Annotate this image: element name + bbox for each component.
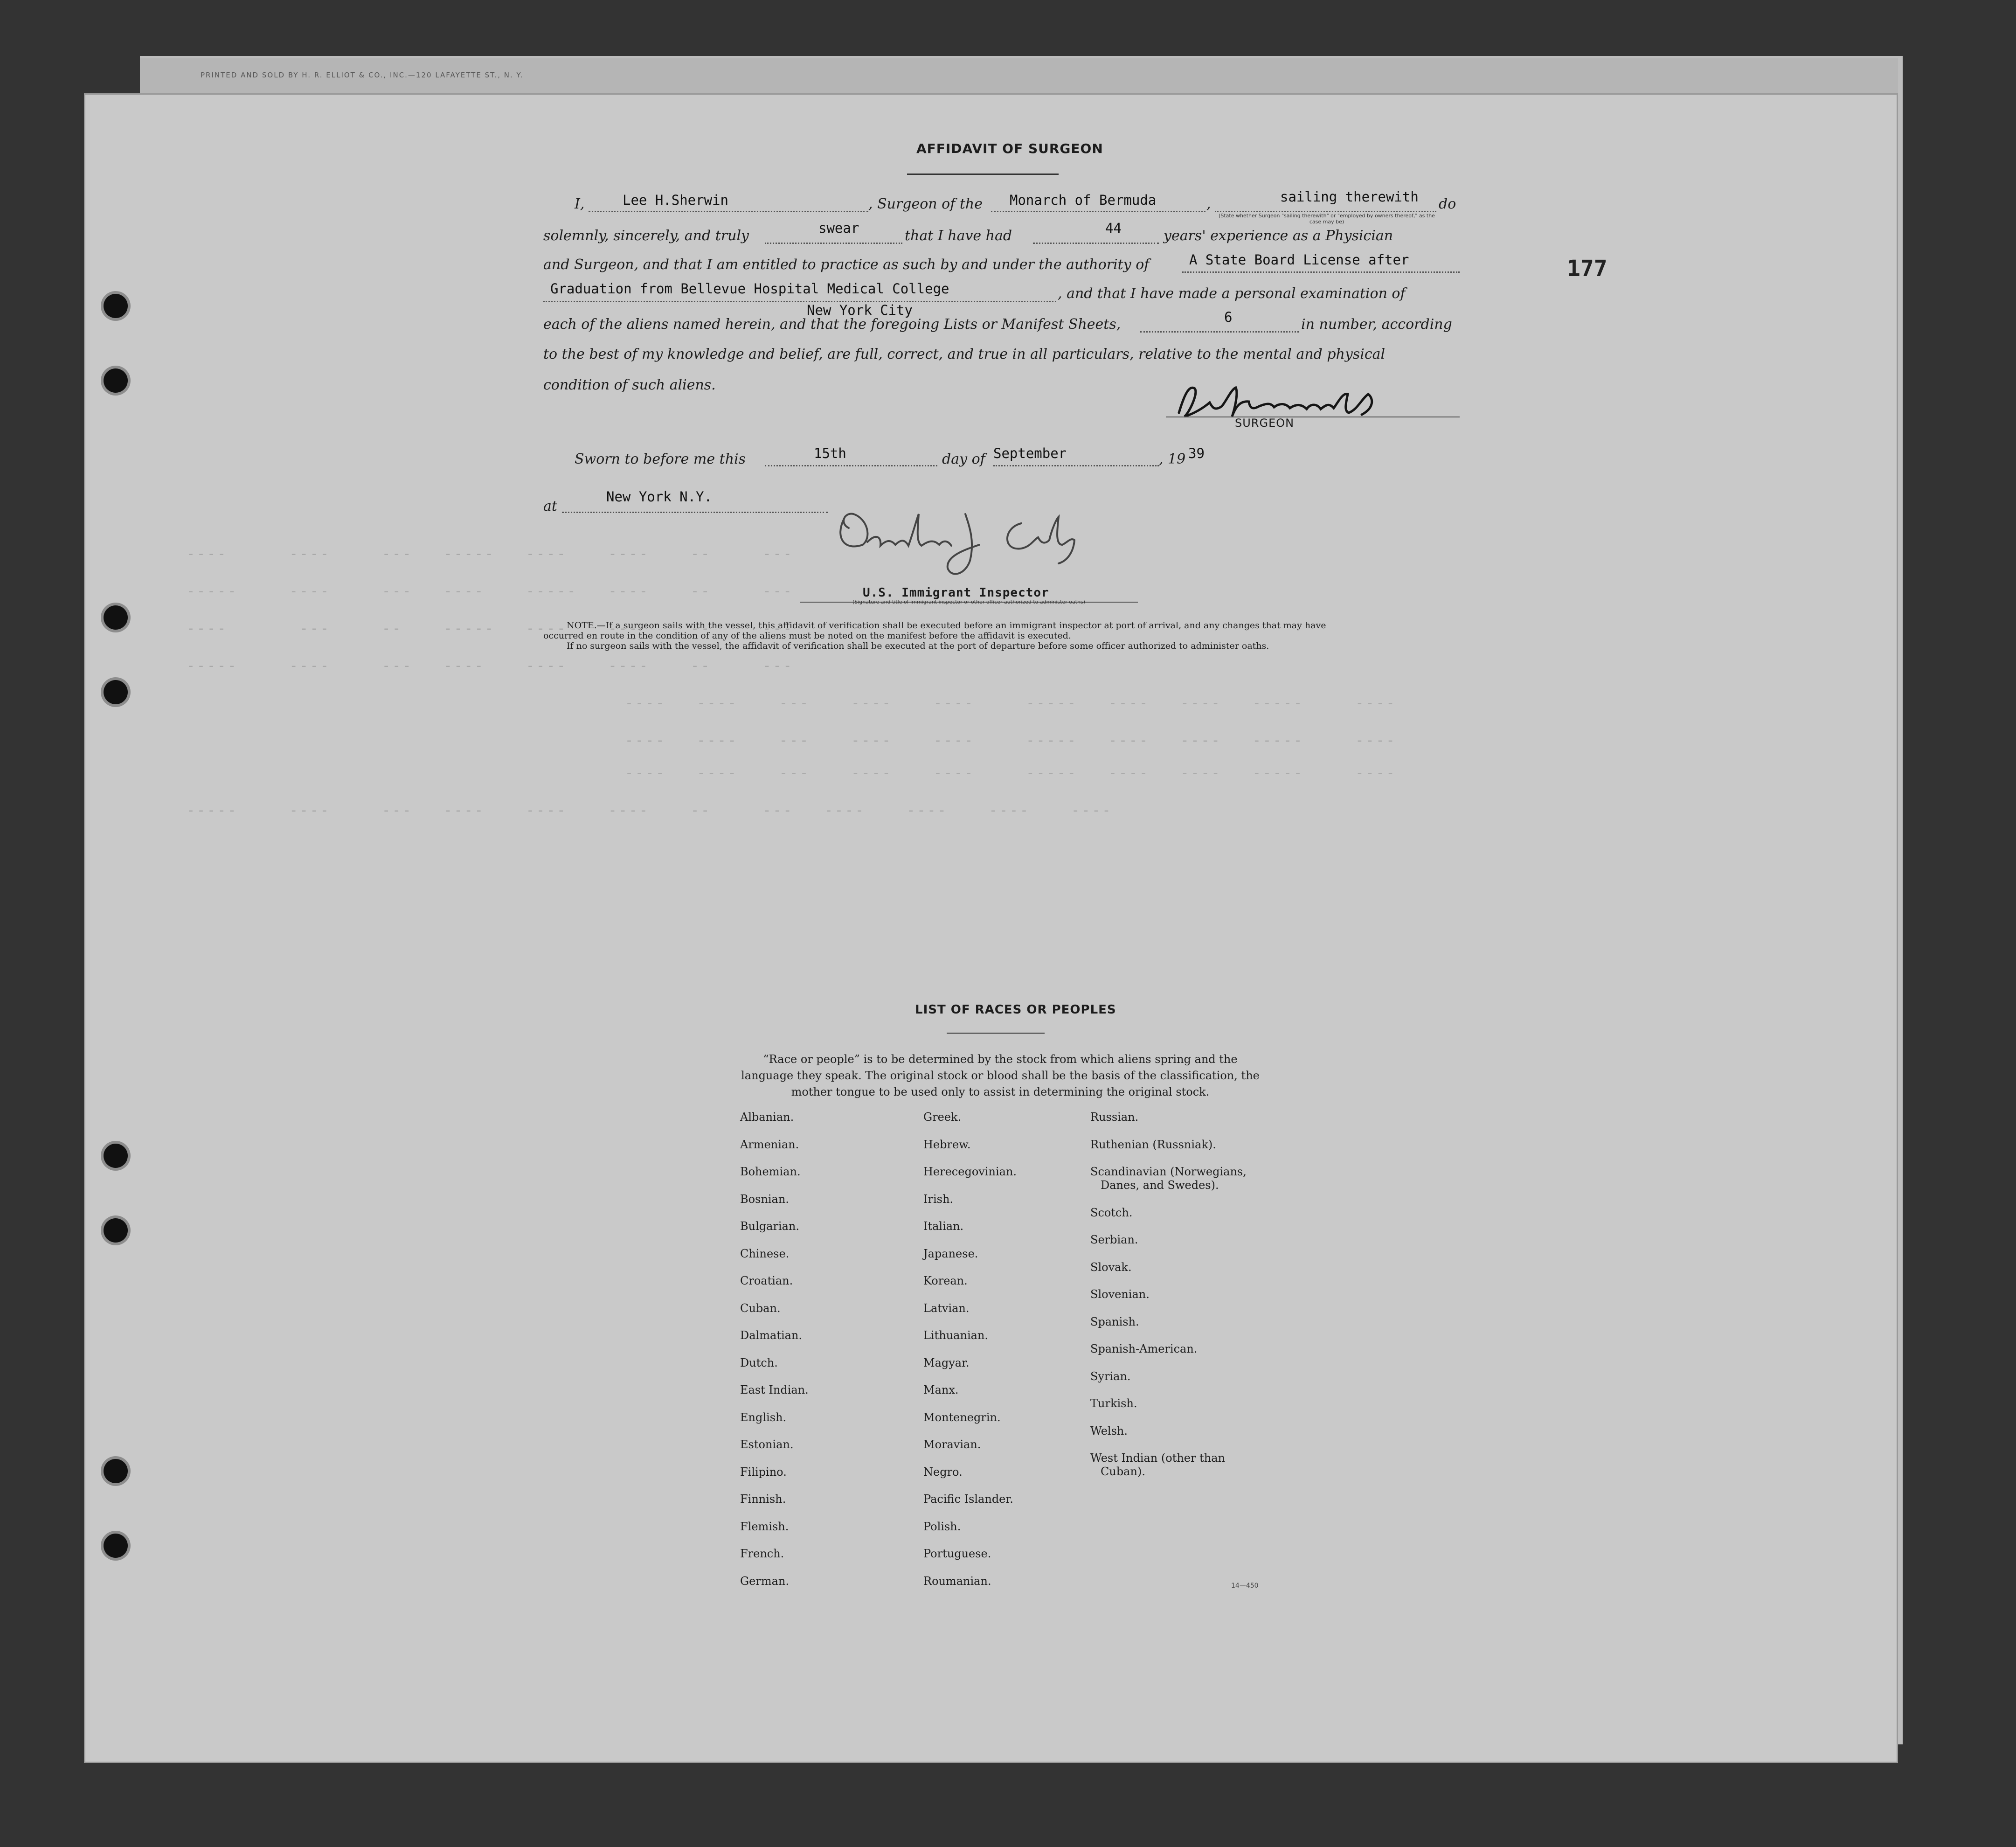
inspector-signature — [825, 500, 1087, 582]
affidavit-note-2: occurred en route in the condition of any of the aliens must be noted on the manifest before the affidavit is executed. — [543, 631, 1071, 641]
binder-hole — [104, 368, 128, 393]
race-item: West Indian (other than — [1090, 1451, 1225, 1465]
binder-hole — [104, 1534, 128, 1558]
status-note: (State whether Surgeon "sailing therewith" or "employed by owners thereof," as the case may be) — [1219, 213, 1435, 225]
races-intro: “Race or people” is to be determined by the stock from which aliens spring and the language they speak. The original stock or blood shall be the basis of the classification, the mother tongue to be used only to assist in determining the original stock. — [741, 1053, 1260, 1098]
race-item: Bosnian. — [740, 1192, 789, 1206]
race-item: Magyar. — [923, 1356, 970, 1369]
binder-hole — [104, 1459, 128, 1483]
surgeon-status: sailing therewith — [1280, 189, 1419, 205]
race-item: Flemish. — [740, 1520, 789, 1533]
race-item: Herecegovinian. — [923, 1165, 1017, 1178]
race-item: Spanish. — [1090, 1315, 1139, 1328]
inspector-note: (Signature and title of immigrant inspector or other officer authorized to administer oaths) — [852, 599, 1086, 605]
race-item: Bohemian. — [740, 1165, 801, 1178]
race-item: Finnish. — [740, 1493, 786, 1506]
blank-line — [993, 465, 1159, 466]
blank-line — [543, 301, 1056, 302]
affidavit-text: , Surgeon of the — [868, 196, 983, 212]
race-item: Portuguese. — [923, 1547, 991, 1560]
race-item: Latvian. — [923, 1301, 970, 1315]
sworn-place: New York N.Y. — [606, 489, 712, 505]
race-item: Slovak. — [1090, 1260, 1132, 1274]
race-item: Serbian. — [1090, 1233, 1138, 1246]
race-item: Spanish-American. — [1090, 1342, 1198, 1355]
race-item: Filipino. — [740, 1465, 787, 1479]
race-item: Irish. — [923, 1192, 954, 1206]
binder-hole — [104, 294, 128, 318]
race-item: East Indian. — [740, 1383, 809, 1396]
vessel-name: Monarch of Bermuda — [1010, 192, 1157, 208]
race-item: Syrian. — [1090, 1369, 1131, 1383]
blank-line — [1033, 243, 1159, 244]
years-experience: 44 — [1105, 220, 1122, 236]
affidavit-text: and Surgeon, and that I am entitled to practice as such by and under the authority of — [543, 257, 1150, 273]
affidavit-text: do — [1439, 196, 1456, 212]
race-item: Cuban. — [740, 1301, 781, 1315]
affidavit-text: condition of such aliens. — [543, 377, 716, 393]
page-number: 177 — [1567, 256, 1607, 282]
affidavit-text: , — [1206, 196, 1211, 212]
race-item: Russian. — [1090, 1111, 1139, 1124]
title-rule — [907, 174, 1059, 175]
binder-hole — [104, 1144, 128, 1168]
blank-line — [1182, 271, 1460, 273]
surgeon-label: SURGEON — [1235, 417, 1295, 430]
blank-line — [765, 465, 937, 466]
race-item: Scandinavian (Norwegians, — [1090, 1165, 1247, 1178]
race-item: Pacific Islander. — [923, 1493, 1013, 1506]
race-item: Italian. — [923, 1220, 964, 1233]
manifest-sheet-count: 6 — [1224, 309, 1233, 325]
race-item: Croatian. — [740, 1274, 793, 1287]
race-item: Cuban). — [1101, 1465, 1145, 1478]
affidavit-text: to the best of my knowledge and belief, are full, correct, and true in all particulars, relative to the mental and physical — [543, 346, 1386, 362]
authority-line-2: Graduation from Bellevue Hospital Medical College — [550, 281, 949, 297]
race-item: Scotch. — [1090, 1206, 1133, 1219]
race-item: French. — [740, 1547, 784, 1560]
affidavit-text: at — [543, 498, 557, 514]
blank-line — [1215, 211, 1436, 212]
race-item: Dutch. — [740, 1356, 778, 1369]
affidavit-title: AFFIDAVIT OF SURGEON — [916, 141, 1103, 156]
race-item: Albanian. — [740, 1111, 794, 1124]
surgeon-name: Lee H.Sherwin — [623, 192, 728, 208]
race-item: English. — [740, 1410, 787, 1424]
affidavit-text: solemnly, sincerely, and truly — [543, 228, 749, 244]
race-item: Turkish. — [1090, 1397, 1137, 1410]
race-item: Greek. — [923, 1111, 962, 1124]
inspector-title: U.S. Immigrant Inspector — [863, 586, 1049, 600]
affidavit-text: that I have had — [905, 228, 1012, 244]
affidavit-text: I, — [575, 196, 585, 212]
blank-line — [1140, 331, 1299, 333]
blank-line — [991, 211, 1205, 212]
races-column-2 — [923, 1111, 1017, 1602]
races-column-3 — [1090, 1111, 1247, 1493]
race-item: Polish. — [923, 1520, 961, 1533]
race-item: Ruthenian (Russniak). — [1090, 1138, 1216, 1151]
sworn-year: 39 — [1188, 445, 1205, 461]
race-item: Slovenian. — [1090, 1288, 1150, 1301]
authority-line-1: A State Board License after — [1189, 252, 1409, 268]
race-item: Montenegrin. — [923, 1410, 1001, 1424]
affidavit-note-1: NOTE.—If a surgeon sails with the vessel, this affidavit of verification shall be executed before an immigrant inspector at port of arrival, and any changes that may have — [567, 620, 1326, 631]
race-item: Moravian. — [923, 1438, 981, 1451]
race-item: Japanese. — [923, 1247, 978, 1260]
race-item: German. — [740, 1574, 789, 1588]
form-number: 14—450 — [1231, 1582, 1259, 1590]
race-item: Dalmatian. — [740, 1329, 803, 1342]
race-item: Bulgarian. — [740, 1220, 799, 1233]
race-item: Estonian. — [740, 1438, 794, 1451]
race-item: Korean. — [923, 1274, 968, 1287]
oath-word: swear — [818, 220, 859, 236]
races-title: LIST OF RACES OR PEOPLES — [915, 1003, 1116, 1017]
races-column-1 — [740, 1111, 809, 1602]
race-item: Lithuanian. — [923, 1329, 989, 1342]
race-item: Negro. — [923, 1465, 963, 1479]
blank-line — [589, 211, 868, 212]
printer-note: PRINTED AND SOLD BY H. R. ELLIOT & CO., INC.—120 LAFAYETTE ST., N. Y. — [201, 71, 524, 79]
affidavit-note-3: If no surgeon sails with the vessel, the affidavit of verification shall be executed at the port of departure before some officer authorized to administer oaths. — [567, 641, 1269, 651]
affidavit-text: Sworn to before me this — [575, 451, 746, 467]
affidavit-text: , 19 — [1159, 451, 1186, 467]
binder-hole — [104, 1218, 128, 1243]
affidavit-text: in number, according — [1301, 316, 1452, 333]
race-item: Roumanian. — [923, 1574, 991, 1588]
race-item: Armenian. — [740, 1138, 799, 1151]
affidavit-text: , and that I have made a personal examination of — [1058, 285, 1406, 302]
race-item: Danes, and Swedes). — [1101, 1179, 1219, 1192]
race-item: Chinese. — [740, 1247, 790, 1260]
binder-hole — [104, 605, 128, 630]
races-title-rule — [947, 1033, 1045, 1034]
authority-line-3: New York City — [807, 302, 913, 318]
surgeon-signature — [1171, 380, 1390, 422]
affidavit-text: years' experience as a Physician — [1164, 228, 1393, 244]
affidavit-text: each of the aliens named herein, and that the foregoing Lists or Manifest Sheets, — [543, 316, 1121, 333]
sworn-month: September — [993, 445, 1067, 461]
race-item: Manx. — [923, 1383, 959, 1396]
race-item: Welsh. — [1090, 1424, 1128, 1437]
blank-line — [562, 512, 828, 513]
sworn-day: 15th — [814, 445, 846, 461]
race-item: Hebrew. — [923, 1138, 971, 1151]
affidavit-text: day of — [942, 451, 985, 467]
blank-line — [765, 243, 902, 244]
binder-hole — [104, 680, 128, 704]
